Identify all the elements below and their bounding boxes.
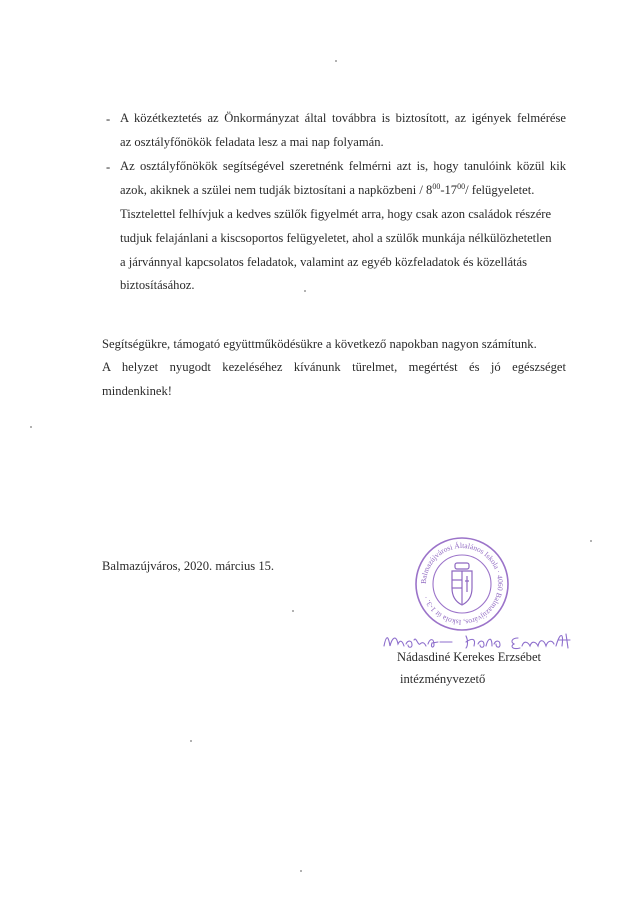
- bullet-dash: -: [106, 160, 111, 174]
- scan-speck: [292, 610, 294, 612]
- svg-text:Balmazújvárosi Általános Iskol: Balmazújvárosi Általános Iskola · 4060 Balmazújváros, Iskola út 1-3. ·: [418, 540, 506, 628]
- paragraph-line: A helyzet nyugodt kezeléséhez kívánunk türelmet, megértést és jó egészséget: [102, 360, 566, 374]
- bullet-dash: -: [106, 112, 111, 126]
- scan-speck: [190, 740, 192, 742]
- paragraph-line: A közétkeztetés az Önkormányzat által továbbra is biztosított, az igények felmérése: [120, 111, 566, 125]
- paragraph-line: a járvánnyal kapcsolatos feladatok, valamint az egyéb közfeladatok és közellátás: [120, 255, 528, 269]
- scan-speck: [335, 60, 337, 62]
- paragraph-line: azok, akiknek a szülei nem tudják biztosítani a napközbeni / $8^{00}-17^{00}/$ felügyeletet.: [120, 182, 535, 197]
- paragraph-line: biztosításához.: [120, 278, 195, 292]
- paragraph-line: mindenkinek!: [102, 384, 172, 398]
- place-date: Balmazújváros, 2020. március 15.: [102, 559, 275, 573]
- coat-of-arms-icon: [452, 563, 472, 605]
- paragraph-line: az osztályfőnökök feladata lesz a mai nap folyamán.: [120, 135, 384, 149]
- signer-name: Nádasdiné Kerekes Erzsébet: [397, 650, 542, 664]
- signer-title: intézményvezető: [400, 672, 486, 686]
- paragraph-line: Az osztályfőnökök segítségével szeretnénk felmérni azt is, hogy tanulóink közül kik: [120, 159, 566, 173]
- official-stamp-seal: [414, 536, 510, 632]
- paragraph-line: Segítségükre, támogató együttműködésükre a következő napokban nagyon számítunk.: [102, 337, 537, 351]
- scan-speck: [304, 290, 306, 292]
- paragraph-line: Tisztelettel felhívjuk a kedves szülők figyelmét arra, hogy csak azon családok részére: [120, 207, 552, 221]
- scan-speck: [30, 426, 32, 428]
- scan-speck: [590, 540, 592, 542]
- paragraph-line: tudjuk felajánlani a kiscsoportos felügyeletet, ahol a szülők munkája nélkülözhetetlen: [120, 231, 552, 245]
- scan-speck: [300, 870, 302, 872]
